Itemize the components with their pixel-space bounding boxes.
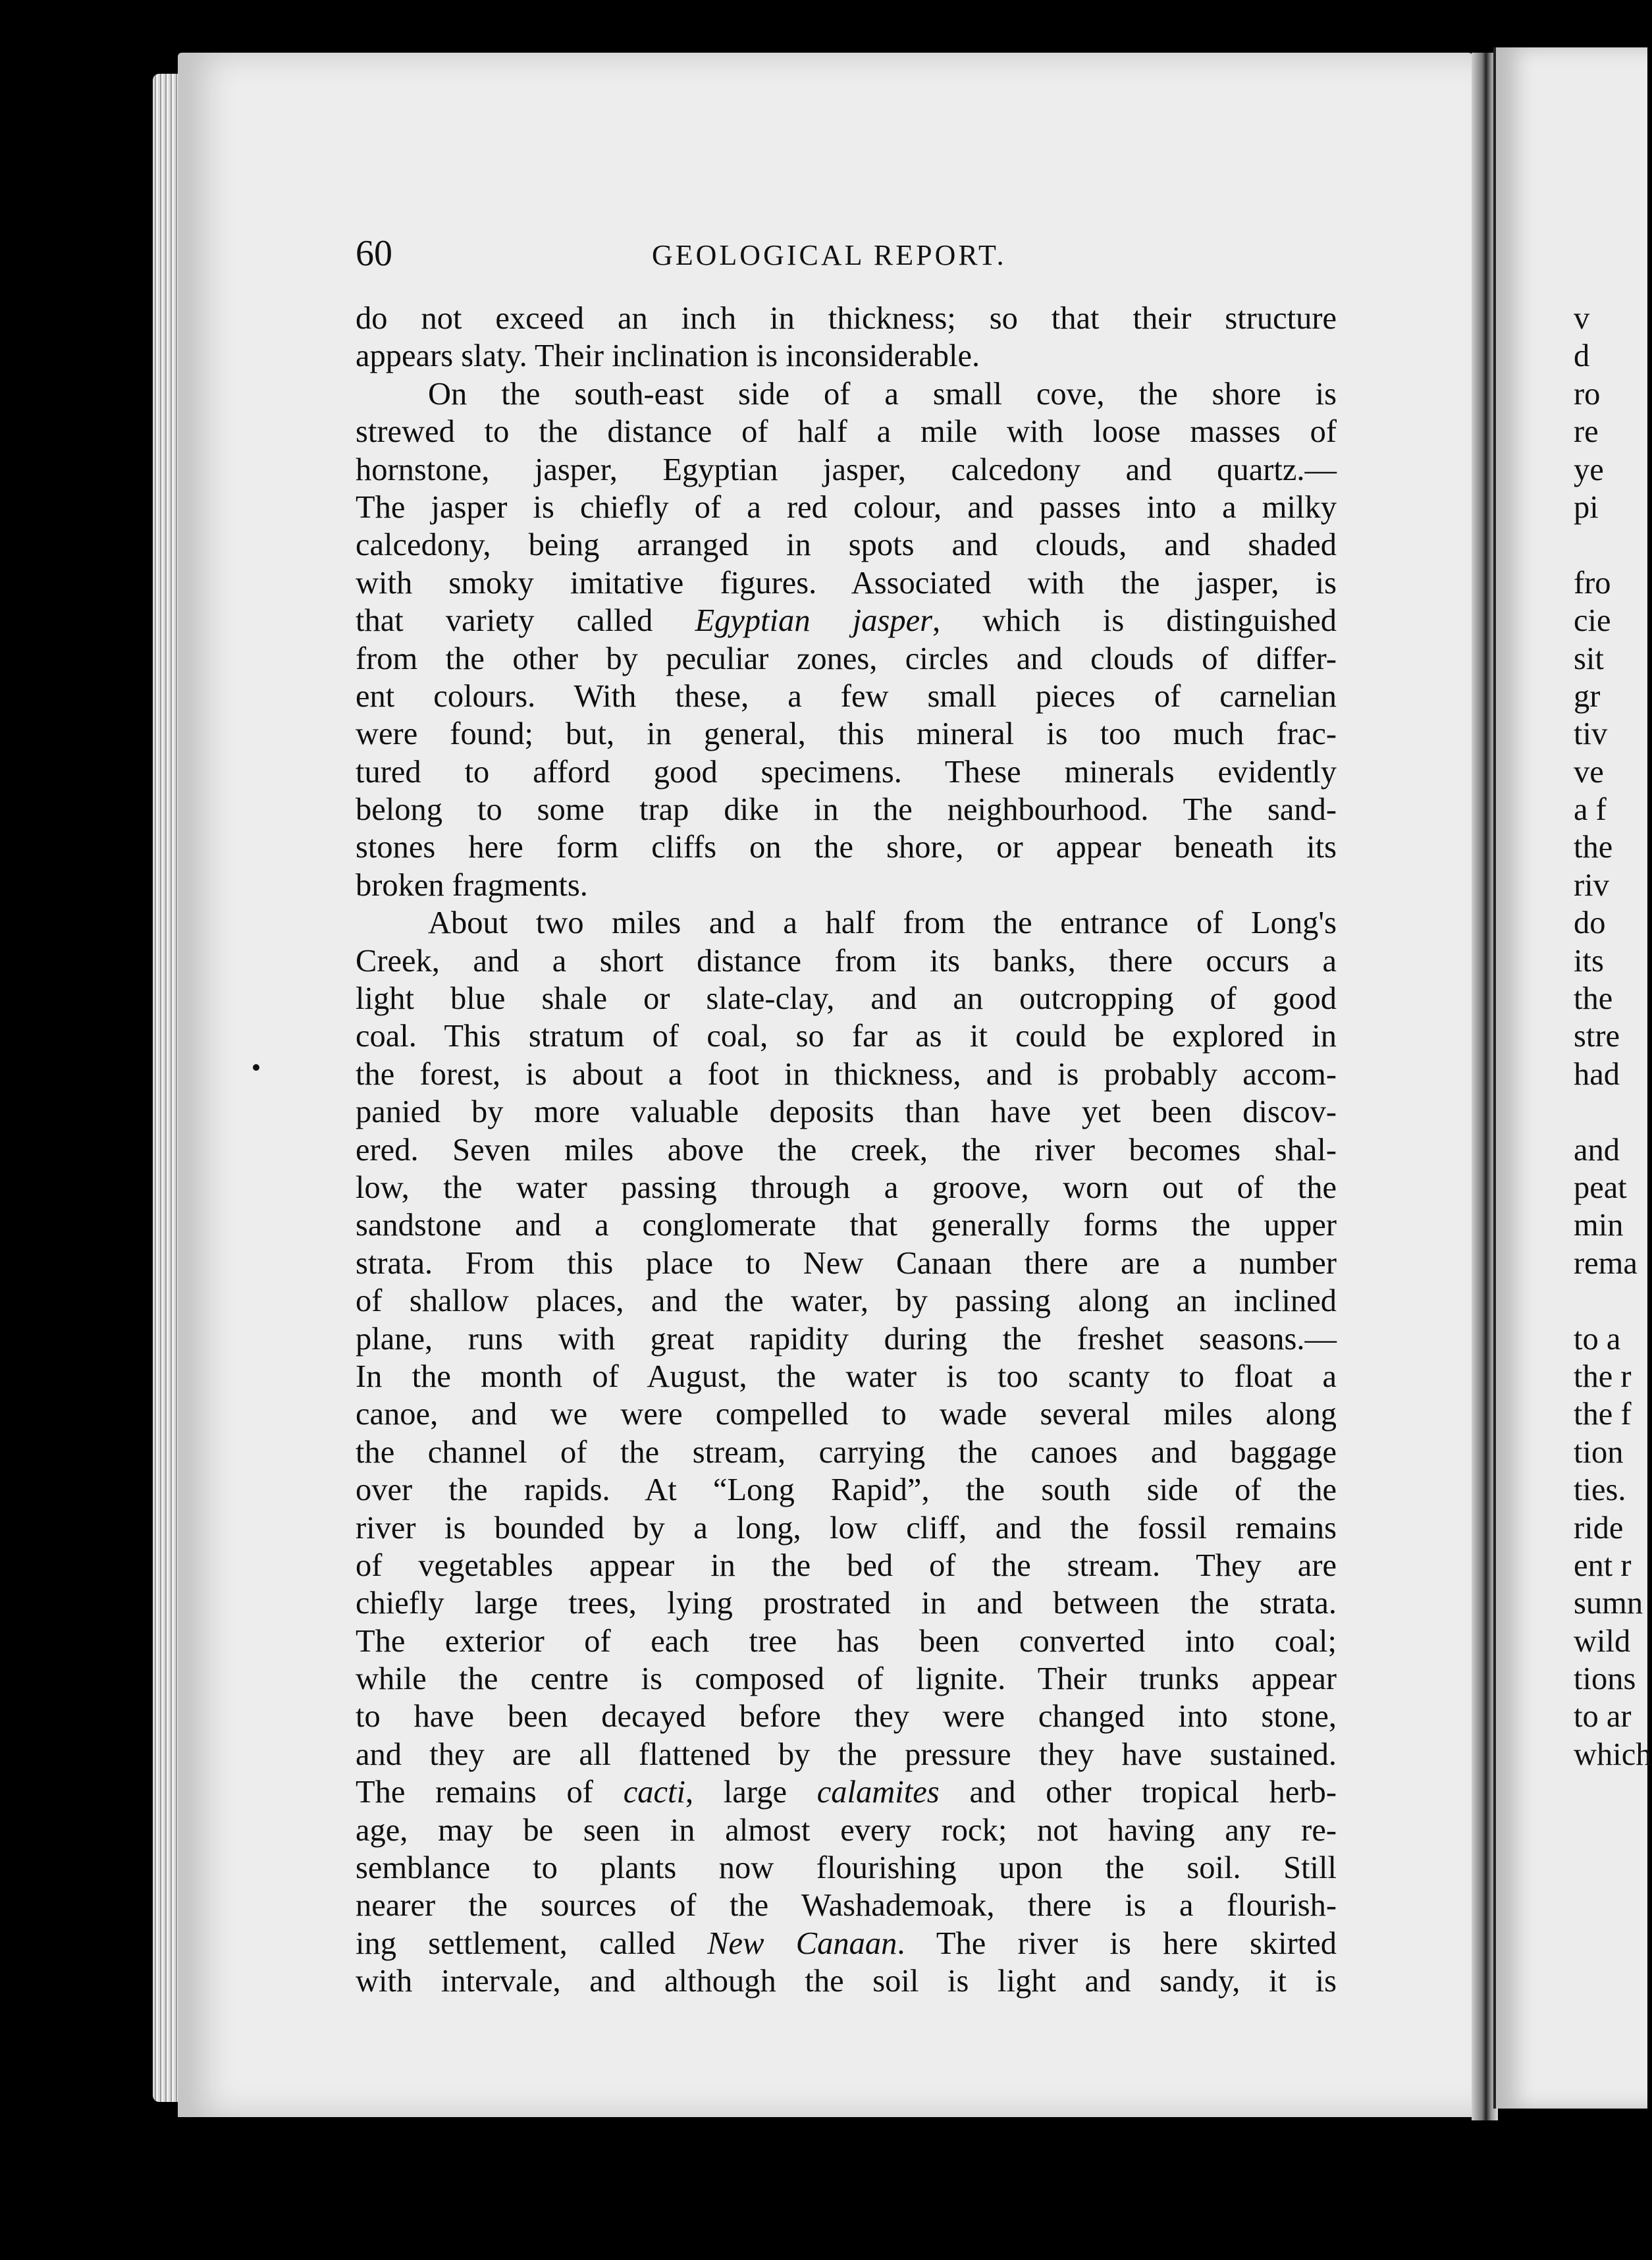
page-header (356, 227, 1330, 280)
facing-line: gr (1574, 678, 1601, 714)
facing-line: cie (1574, 603, 1611, 639)
facing-line: ro (1574, 376, 1601, 412)
text-line: canoe, and we were compelled to wade several miles along (356, 1397, 1337, 1432)
text-line: The remains of cacti, large calamites and other tropical herb- (356, 1775, 1337, 1810)
text-line: semblance to plants now flourishing upon the soil. Still (356, 1850, 1337, 1886)
facing-line: which (1574, 1736, 1652, 1772)
text-line: Creek, and a short distance from its banks, there occurs a (356, 943, 1337, 979)
facing-line: sit (1574, 641, 1604, 676)
text-line: tured to afford good specimens. These minerals evidently (356, 754, 1337, 790)
text-line: the forest, is about a foot in thickness, and is probably accom- (356, 1056, 1337, 1092)
body-text (356, 300, 1337, 2001)
text-line: while the centre is composed of lignite. Their trunks appear (356, 1661, 1337, 1697)
text-line: were found; but, in general, this mineral is too much frac- (356, 716, 1337, 752)
text-line: with smoky imitative figures. Associated with the jasper, is (356, 565, 1337, 601)
facing-line: ve (1574, 754, 1604, 790)
text-line: belong to some trap dike in the neighbourhood. The sand- (356, 792, 1337, 828)
text-line: appears slaty. Their inclination is inconsiderable. (356, 338, 980, 374)
text-line: river is bounded by a long, low cliff, and the fossil remains (356, 1510, 1337, 1546)
facing-line: ride (1574, 1510, 1624, 1546)
text-line: On the south-east side of a small cove, the shore is (428, 376, 1337, 412)
text-line: ered. Seven miles above the creek, the river becomes shal- (356, 1132, 1337, 1168)
running-head: GEOLOGICAL REPORT. (652, 239, 1007, 271)
text-line: age, may be seen in almost every rock; not having any re- (356, 1812, 1337, 1848)
facing-line: tion (1574, 1434, 1624, 1470)
text-line: The exterior of each tree has been converted into coal; (356, 1623, 1337, 1659)
text-line: over the rapids. At “Long Rapid”, the south side of the (356, 1472, 1337, 1508)
facing-page-text (1574, 300, 1652, 1773)
ink-speck (253, 1064, 259, 1071)
facing-line (1574, 526, 1652, 564)
text-line: of shallow places, and the water, by passing along an inclined (356, 1283, 1337, 1319)
text-line: plane, runs with great rapidity during the freshet seasons.— (356, 1321, 1337, 1357)
facing-line: peat (1574, 1170, 1627, 1205)
text-line: of vegetables appear in the bed of the stream. They are (356, 1547, 1337, 1583)
text-line: strewed to the distance of half a mile with loose masses of (356, 414, 1337, 450)
facing-line: do (1574, 905, 1606, 941)
facing-line: to a (1574, 1321, 1621, 1357)
text-line: panied by more valuable deposits than have yet been discov- (356, 1094, 1337, 1130)
text-line: broken fragments. (356, 867, 588, 903)
text-line: sandstone and a conglomerate that generally forms the upper (356, 1208, 1337, 1243)
facing-line: fro (1574, 565, 1611, 601)
text-line: do not exceed an inch in thickness; so that their structure (356, 301, 1337, 336)
facing-line: the (1574, 830, 1613, 865)
facing-line: d (1574, 338, 1590, 374)
text-line: that variety called Egyptian jasper, which is distinguished (356, 603, 1337, 639)
text-line: light blue shale or slate-clay, and an outcropping of good (356, 981, 1337, 1017)
text-line: stones here form cliffs on the shore, or appear beneath its (356, 830, 1337, 865)
text-line: calcedony, being arranged in spots and clouds, and shaded (356, 527, 1337, 563)
facing-line: to ar (1574, 1699, 1632, 1735)
text-line: About two miles and a half from the entrance of Long's (428, 905, 1337, 941)
text-line: In the month of August, the water is too scanty to float a (356, 1359, 1337, 1394)
facing-line: re (1574, 414, 1599, 450)
facing-line: rema (1574, 1245, 1638, 1281)
text-line: chiefly large trees, lying prostrated in and between the strata. (356, 1586, 1337, 1621)
facing-line (1574, 1093, 1652, 1131)
facing-line: ties. (1574, 1472, 1626, 1508)
facing-line: v (1574, 301, 1590, 336)
text-line: strata. From this place to New Canaan there are a number (356, 1245, 1337, 1281)
text-line: ing settlement, called New Canaan. The river is here skirted (356, 1925, 1337, 1961)
text-line: low, the water passing through a groove, worn out of the (356, 1170, 1337, 1205)
facing-line: min (1574, 1208, 1624, 1243)
text-line: the channel of the stream, carrying the canoes and baggage (356, 1434, 1337, 1470)
facing-line: wild (1574, 1623, 1631, 1659)
facing-line: tions (1574, 1661, 1636, 1697)
text-line: from the other by peculiar zones, circles and clouds of differ- (356, 641, 1337, 676)
facing-line: ent r (1574, 1547, 1632, 1583)
text-line: The jasper is chiefly of a red colour, and passes into a milky (356, 489, 1337, 525)
text-line: and they are all flattened by the pressure they have sustained. (356, 1736, 1337, 1772)
facing-line: ye (1574, 452, 1604, 487)
facing-line: a f (1574, 792, 1607, 828)
facing-line: its (1574, 943, 1604, 979)
facing-line: pi (1574, 489, 1599, 525)
facing-line: the (1574, 981, 1613, 1017)
facing-line: stre (1574, 1019, 1620, 1054)
facing-line: and (1574, 1132, 1620, 1168)
text-line: coal. This stratum of coal, so far as it could be explored in (356, 1019, 1337, 1054)
text-line: to have been decayed before they were changed into stone, (356, 1699, 1337, 1735)
text-line: hornstone, jasper, Egyptian jasper, calcedony and quartz.— (356, 452, 1337, 487)
facing-line: the f (1574, 1397, 1632, 1432)
facing-line: sumn (1574, 1586, 1643, 1621)
facing-line: tiv (1574, 716, 1608, 752)
facing-line: riv (1574, 867, 1609, 903)
text-line: ent colours. With these, a few small pieces of carnelian (356, 678, 1337, 714)
text-line: nearer the sources of the Washademoak, there is a flourish- (356, 1888, 1337, 1924)
facing-line (1574, 1282, 1652, 1320)
facing-line: had (1574, 1056, 1620, 1092)
text-line: with intervale, and although the soil is light and sandy, it is (356, 1964, 1337, 1999)
facing-line: the r (1574, 1359, 1632, 1394)
page-number: 60 (356, 233, 392, 274)
